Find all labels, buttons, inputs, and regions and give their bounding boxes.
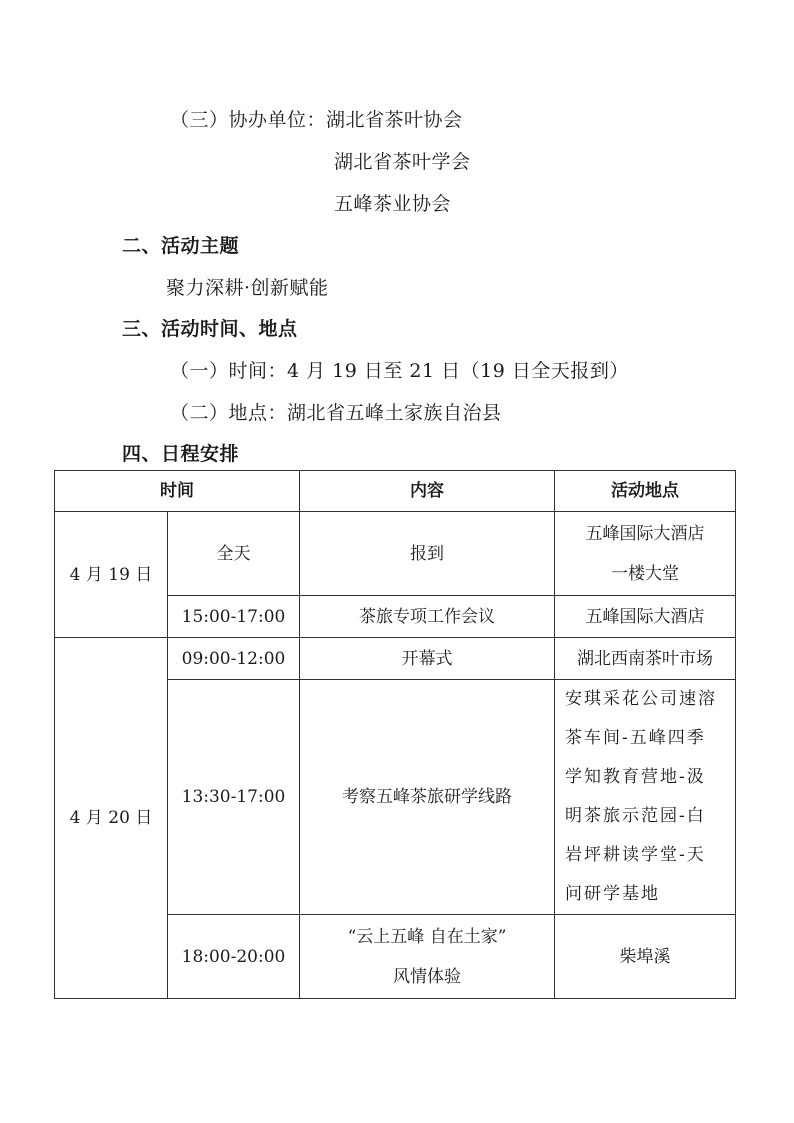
- table-row: [55, 512, 736, 596]
- location-line: 五峰国际大酒店: [585, 523, 705, 544]
- table-header-row: [55, 471, 736, 512]
- location-cell: 湖北西南茶叶市场: [555, 638, 736, 680]
- time-cell: 13:30-17:00: [168, 680, 300, 915]
- section-time-place-heading: 三、活动时间、地点: [122, 318, 298, 340]
- co-organizer-line: （三）协办单位：湖北省茶叶协会: [170, 109, 463, 131]
- location-cell: 五峰国际大酒店: [555, 596, 736, 638]
- content-line: 风情体验: [393, 966, 461, 987]
- time-cell: 18:00-20:00: [168, 915, 300, 999]
- time-cell: 全天: [168, 512, 300, 596]
- date-cell: 4 月 19 日: [55, 512, 168, 638]
- location-line: 问研学基地: [565, 884, 660, 904]
- theme-text: 聚力深耕·创新赋能: [166, 277, 329, 299]
- time-text: （一）时间：4 月 19 日至 21 日（19 日全天报到）: [170, 360, 629, 382]
- content-cell: 茶旅专项工作会议: [300, 596, 555, 638]
- header-time: 时间: [55, 471, 300, 512]
- location-line: 安琪采花公司速溶: [565, 689, 717, 709]
- co-organizer-2: 湖北省茶叶学会: [334, 151, 471, 173]
- location-cell: [555, 680, 736, 915]
- location-line: 明茶旅示范园-白: [565, 806, 706, 826]
- header-content: 内容: [300, 471, 555, 512]
- time-cell: 15:00-17:00: [168, 596, 300, 638]
- content-cell: 报到: [300, 512, 555, 596]
- section-theme-heading: 二、活动主题: [122, 235, 240, 257]
- location-line: 茶车间-五峰四季: [565, 728, 706, 748]
- location-cell: 柴埠溪: [555, 915, 736, 999]
- schedule-table: [54, 470, 736, 999]
- location-line: 学知教育营地-汲: [565, 767, 706, 787]
- header-location: 活动地点: [555, 471, 736, 512]
- location-cell: [555, 512, 736, 596]
- location-line: 一楼大堂: [611, 563, 679, 584]
- time-cell: 09:00-12:00: [168, 638, 300, 680]
- co-organizer-3: 五峰茶业协会: [334, 193, 452, 215]
- content-line: “云上五峰 自在土家”: [347, 926, 507, 947]
- table-row: [55, 638, 736, 680]
- content-cell: 开幕式: [300, 638, 555, 680]
- location-line: 岩坪耕读学堂-天: [565, 845, 706, 865]
- section-schedule-heading: 四、日程安排: [122, 443, 240, 465]
- content-cell: [300, 915, 555, 999]
- content-cell: 考察五峰茶旅研学线路: [300, 680, 555, 915]
- place-text: （二）地点：湖北省五峰土家族自治县: [170, 402, 502, 424]
- date-cell: 4 月 20 日: [55, 638, 168, 999]
